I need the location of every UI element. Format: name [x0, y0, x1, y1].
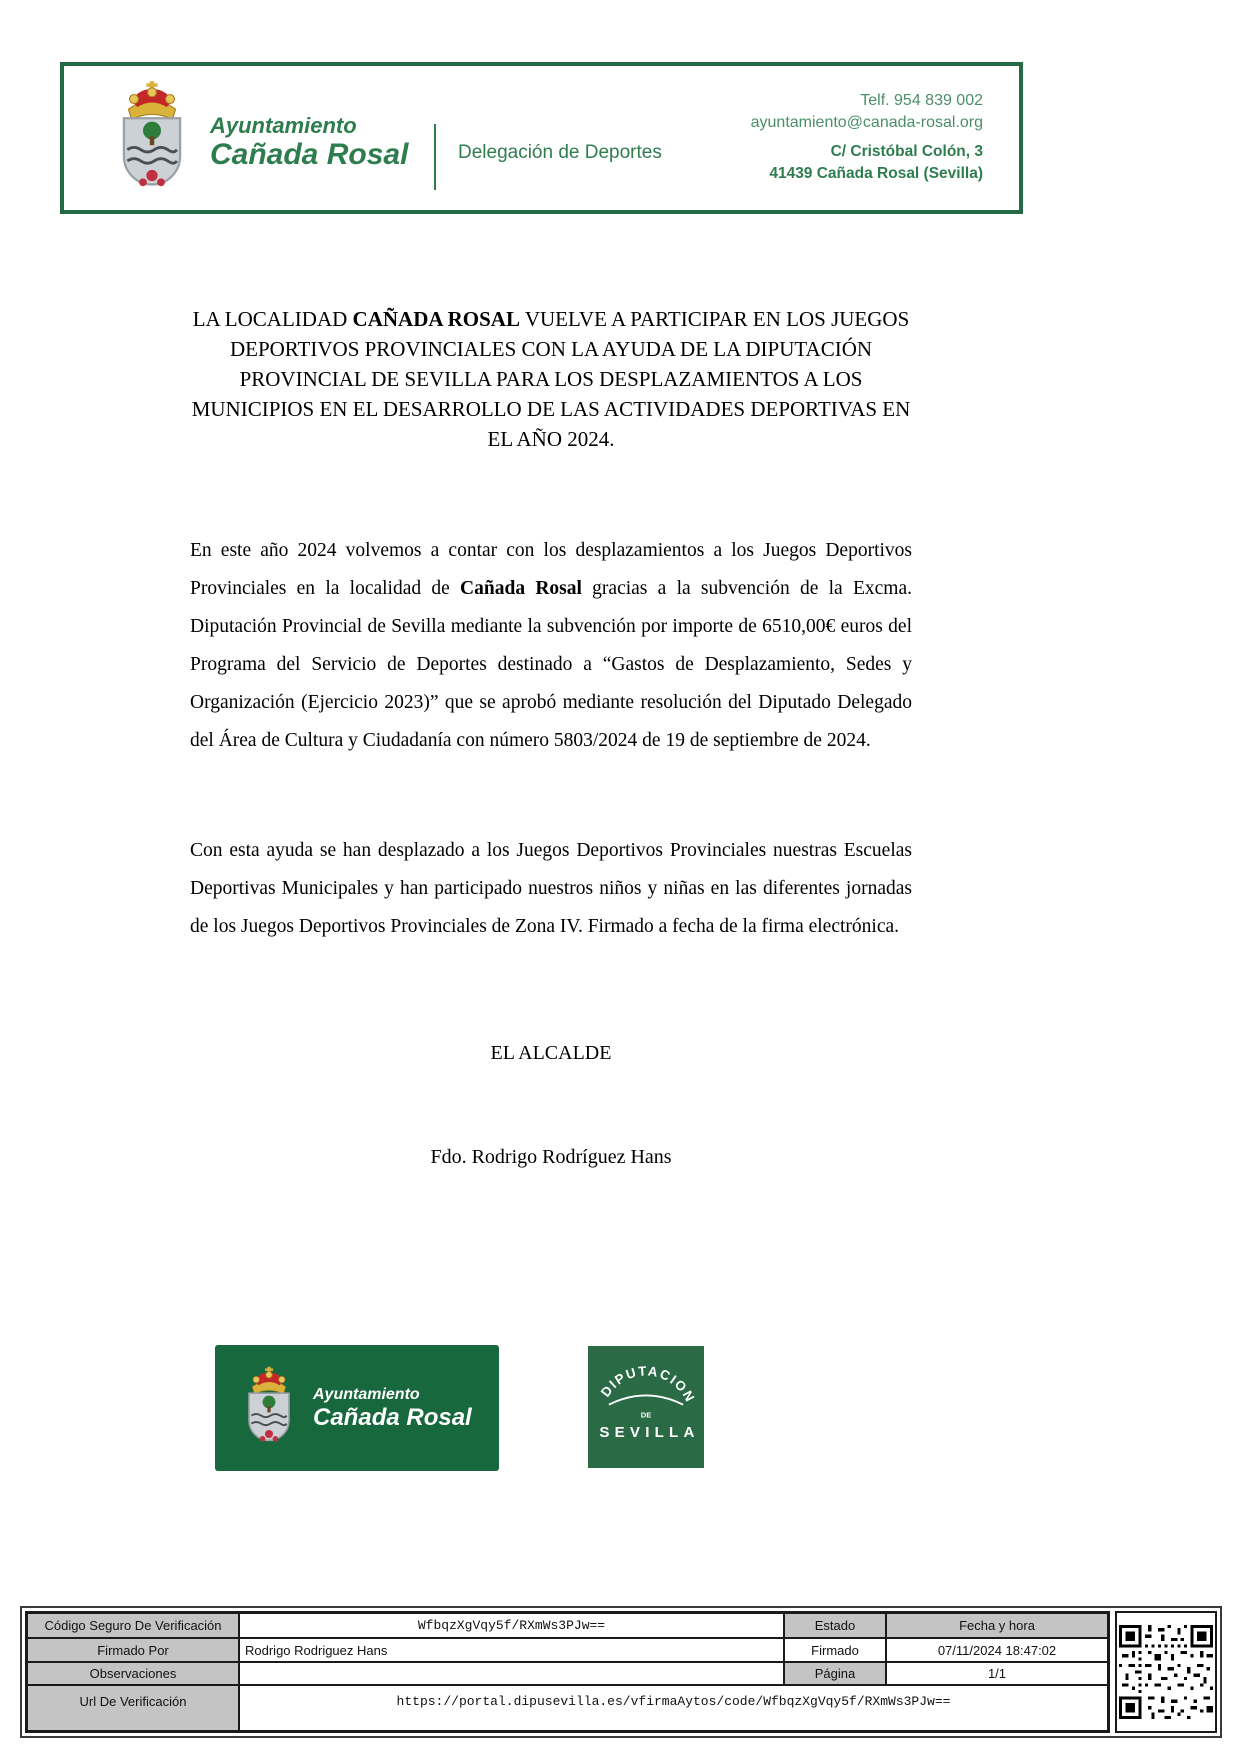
municipal-crest-small-icon [241, 1366, 297, 1450]
csv-value-cell: WfbqzXgVqy5f/RXmWs3PJw== [239, 1613, 784, 1638]
firmado-por-value-cell: Rodrigo Rodriguez Hans [239, 1638, 784, 1662]
paragraph-2: Con esta ayuda se han desplazado a los Juegos Deportivos Provinciales nuestras Escuelas Deportivas Municipales y han participado nuestros niños y niñas en las diferentes jornadas de los Juegos Deportivos Provinciales de Zona IV. Firmado a fecha de la firma electrónica. [190, 840, 912, 937]
signature-name: Fdo. Rodrigo Rodríguez Hans [430, 1146, 672, 1168]
document-title [190, 304, 912, 454]
street-address: C/ Cristóbal Colón, 3 [830, 143, 983, 160]
url-value-cell: https://portal.dipusevilla.es/vfirmaAytos/code/WfbqzXgVqy5f/RXmWs3PJw== [239, 1685, 1108, 1731]
ayuntamiento-logo-text [313, 1385, 472, 1432]
letterhead [60, 62, 1023, 214]
title-text-bold: CAÑADA ROSAL [352, 307, 520, 331]
pagina-value-cell: 1/1 [886, 1662, 1108, 1685]
diputacion-de-text: DE [640, 1410, 652, 1420]
qr-code-icon [1119, 1625, 1213, 1719]
fecha-header-cell: Fecha y hora [886, 1613, 1108, 1638]
title-text-post: VUELVE A PARTICIPAR EN LOS JUEGOS DEPORTIVOS PROVINCIALES CON LA AYUDA DE LA DIPUTACIÓN PROVINCIAL DE SEVILLA PARA LOS DESPLAZAMIENTOS A LOS MUNICIPIOS EN EL DESARROLLO DE LAS ACTIVIDADES DEPORTIVAS EN EL AÑO 2024. [191, 307, 911, 451]
verification-footer [20, 1606, 1222, 1738]
email-address: ayuntamiento@canada-rosal.org [750, 114, 983, 131]
city-address: 41439 Cañada Rosal (Sevilla) [769, 165, 983, 182]
observaciones-value-cell [239, 1662, 784, 1685]
ayuntamiento-logo-line2: Cañada Rosal [313, 1403, 472, 1431]
paragraph-1-pre: En este año 2024 volvemos a contar con los desplazamientos a los Juegos Deportivos Provinciales en la localidad de [190, 540, 912, 599]
diputacion-arc-text: DIPUTACION [597, 1363, 699, 1406]
estado-value-cell: Firmado [784, 1638, 886, 1662]
diputacion-sevilla-logo [588, 1346, 704, 1468]
ayuntamiento-logo [215, 1345, 499, 1471]
municipal-crest-icon [112, 80, 192, 198]
url-label-cell: Url De Verificación [27, 1685, 239, 1731]
pagina-label-cell: Página [784, 1662, 886, 1685]
verification-table [25, 1611, 1110, 1733]
org-name-line2: Cañada Rosal [210, 138, 409, 171]
department-name: Delegación de Deportes [458, 142, 662, 163]
paragraph-1-bold: Cañada Rosal [460, 578, 582, 599]
fecha-value-cell: 07/11/2024 18:47:02 [886, 1638, 1108, 1662]
observaciones-label-cell: Observaciones [27, 1662, 239, 1685]
contact-block [751, 90, 983, 185]
firmado-por-label-cell: Firmado Por [27, 1638, 239, 1662]
letterhead-inner [64, 66, 1019, 210]
contact-spacer [751, 134, 983, 141]
letterhead-divider [434, 124, 436, 190]
estado-header-cell: Estado [784, 1613, 886, 1638]
qr-code-box [1115, 1611, 1217, 1733]
ayuntamiento-logo-line1: Ayuntamiento [313, 1385, 420, 1403]
svg-text:DIPUTACION [598, 1363, 698, 1405]
paragraph-1-post: gracias a la subvención de la Excma. Diputación Provincial de Sevilla mediante la subvención por importe de 6510,00€ euros del Programa del Servicio de Deportes destinado a “Gastos de Desplazamiento, Sedes y Organización (Ejercicio 2023)” que se aprobó mediante resolución del Diputado Delegado del Área de Cultura y Ciudadanía con número 5803/2024 de 19 de septiembre de 2024. [190, 578, 912, 751]
org-name [210, 114, 408, 172]
org-name-line1: Ayuntamiento [210, 113, 357, 138]
diputacion-sevilla-text: SEVILLA [599, 1424, 700, 1442]
signature-role: EL ALCALDE [490, 1042, 612, 1064]
phone-number: Telf. 954 839 002 [860, 92, 983, 109]
title-text-pre: LA LOCALIDAD [192, 307, 353, 331]
csv-label-cell: Código Seguro De Verificación [27, 1613, 239, 1638]
paragraph-1 [190, 532, 912, 760]
